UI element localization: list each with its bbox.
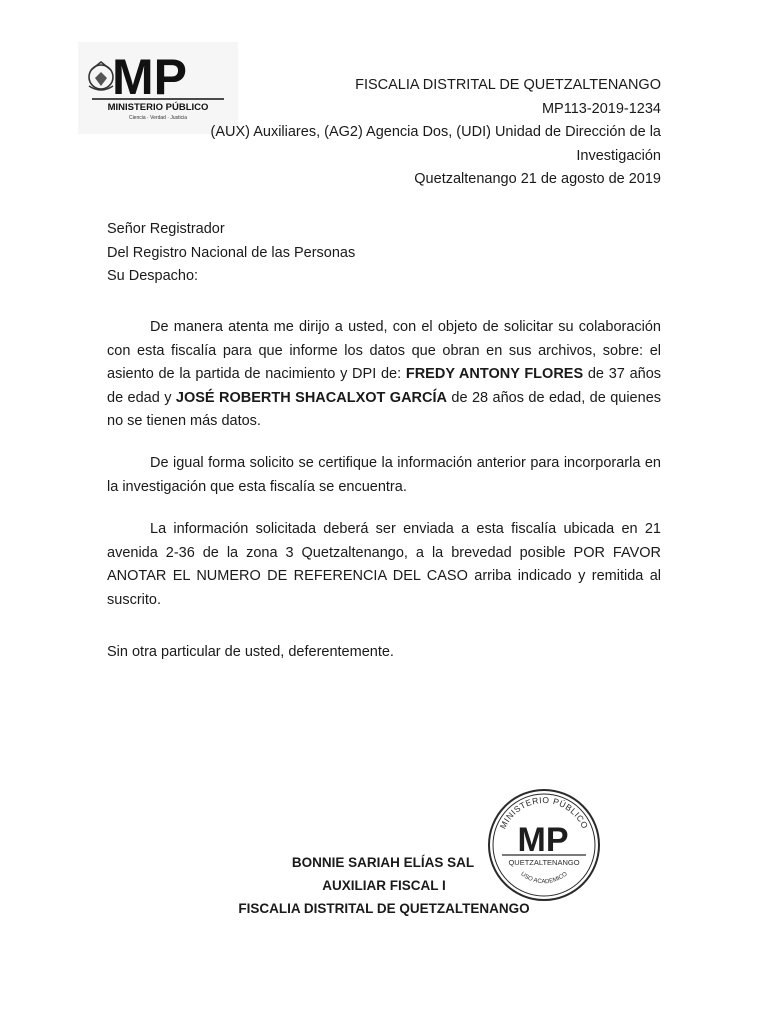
logo-institution-name: MINISTERIO PÚBLICO	[107, 102, 209, 113]
place-date: Quetzaltenango 21 de agosto de 2019	[414, 171, 661, 187]
recipient-line-1: Señor Registrador	[107, 221, 225, 237]
person-name-2: JOSÉ ROBERTH SHACALXOT GARCÍA	[175, 389, 447, 406]
seal-acronym: MP	[517, 821, 569, 859]
p1-text-c: de 28 años de edad, de quienes no se tienen más datos.	[107, 389, 662, 429]
signer-office: FISCALIA DISTRITAL DE QUETZALTENANGO	[238, 901, 530, 916]
units-line-2: Investigación	[576, 147, 661, 164]
signer-name: BONNIE SARIAH ELÍAS SAL	[291, 855, 475, 870]
office-name: FISCALIA DISTRITAL DE QUETZALTENANGO	[355, 77, 661, 93]
body-paragraph-1	[107, 316, 661, 434]
logo-motto: Ciencia · Verdad · Justicia	[128, 115, 188, 121]
p1-text-b: de 37 años de edad y	[107, 366, 662, 406]
seal-band-text: QUETZALTENANGO	[508, 858, 580, 867]
body-paragraph-2: De igual forma solicito se certifique la información anterior para incorporarla en la investigación que esta fiscalía se encuentra.	[107, 455, 661, 495]
recipient-line-3: Su Despacho:	[107, 268, 199, 284]
case-number: MP113-2019-1234	[541, 100, 661, 117]
closing-line: Sin otra particular de usted, deferentemente.	[107, 644, 394, 660]
recipient-block	[107, 218, 355, 289]
person-name-1: FREDY ANTONY FLORES	[405, 366, 584, 382]
letter-header	[211, 74, 661, 192]
units-line-1: (AUX) Auxiliares, (AG2) Agencia Dos, (UDI) Unidad de Dirección de la	[210, 124, 661, 140]
signature-block	[0, 851, 768, 920]
seal-top-text: MINISTERIO PÚBLICO	[497, 794, 591, 831]
signer-title: AUXILIAR FISCAL I	[322, 878, 446, 893]
p1-text-a: De manera atenta me dirijo a usted, con el objeto de solicitar su colaboración con esta fiscalía para que informe los datos que obran en sus archivos, sobre: el asiento de la partida de nacimiento y DPI de:	[107, 319, 661, 382]
body-paragraph-3: La información solicitada deberá ser enviada a esta fiscalía ubicada en 21 avenida 2-36 de la zona 3 Quetzaltenango, a la brevedad posible POR FAVOR ANOTAR EL NUMERO DE REFERENCIA DEL CASO arriba indicado y remitida al suscrito.	[107, 521, 661, 608]
logo-acronym: MP	[112, 49, 187, 105]
coat-of-arms-icon	[89, 62, 113, 90]
seal-bottom-text: USO ACADEMICO	[519, 871, 569, 886]
recipient-line-2: Del Registro Nacional de las Personas	[107, 244, 356, 261]
